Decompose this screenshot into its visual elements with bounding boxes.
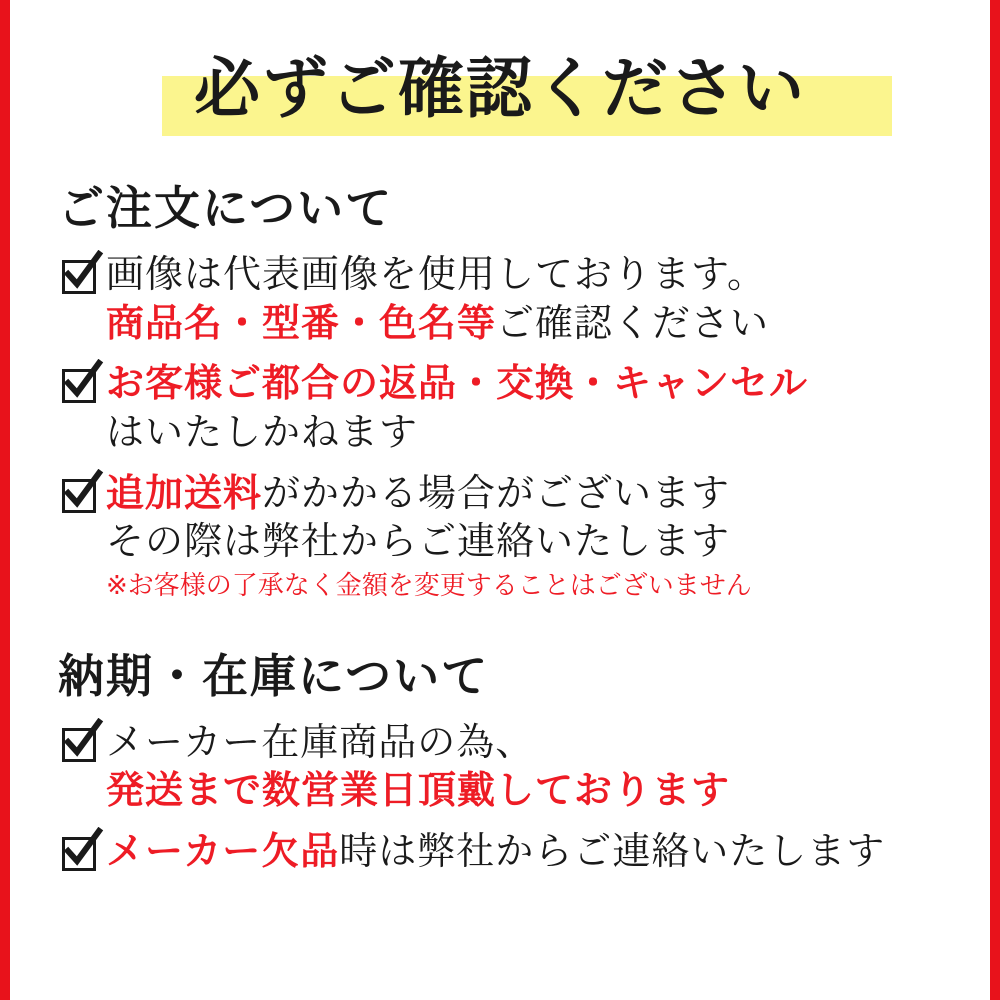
checkbox-checked-icon [62,728,96,762]
list-item-line [106,827,956,876]
list-item-line [106,299,956,348]
list-item-text [106,718,956,815]
list-item [62,359,956,456]
list-item-line [106,359,956,408]
body-text: 時は弊社からご連絡いたします [339,828,886,873]
list-item-text [106,827,956,876]
list-item [62,718,956,815]
list-item-line [106,408,956,457]
emphasis-text: 発送まで数営業日頂戴しております [106,768,731,813]
list-item-line [106,250,956,299]
checkbox-checked-icon [62,479,96,513]
checkbox-checked-icon [62,369,96,403]
list-item-line [106,517,956,566]
list-item-line [106,718,956,767]
body-text: その際は弊社からご連絡いたします [106,519,731,564]
emphasis-text: メーカー欠品 [106,828,340,873]
body-text: ご確認ください [496,300,770,345]
list-item-note: ※お客様の了承なく金額を変更することはございません [106,570,752,601]
list-item-text [106,469,956,604]
emphasis-text: お客様ご都合の返品・交換・キャンセル [106,361,809,406]
page-title-block [44,30,956,150]
list-item-line [106,766,956,815]
list-item-text [106,250,956,347]
checkbox-checked-icon [62,260,96,294]
list-item [62,250,956,347]
body-text: がかかる場合がございます [262,470,731,515]
list-item [62,827,956,876]
checkbox-checked-icon [62,837,96,871]
sections-container [44,172,956,875]
body-text: メーカー在庫商品の為、 [106,719,535,764]
emphasis-text: 商品名・型番・色名等 [106,300,497,345]
emphasis-text: 追加送料 [106,470,263,515]
page-title: 必ずご確認ください [194,50,806,127]
section-heading: ご注文について [58,181,394,235]
section-heading: 納期・在庫について [58,648,490,703]
body-text: はいたしかねます [106,409,419,454]
list-item-line [106,469,956,518]
notice-content [10,0,990,1000]
list-item [62,469,956,604]
list-item-text [106,359,956,456]
body-text: 画像は代表画像を使用しております。 [106,252,766,296]
